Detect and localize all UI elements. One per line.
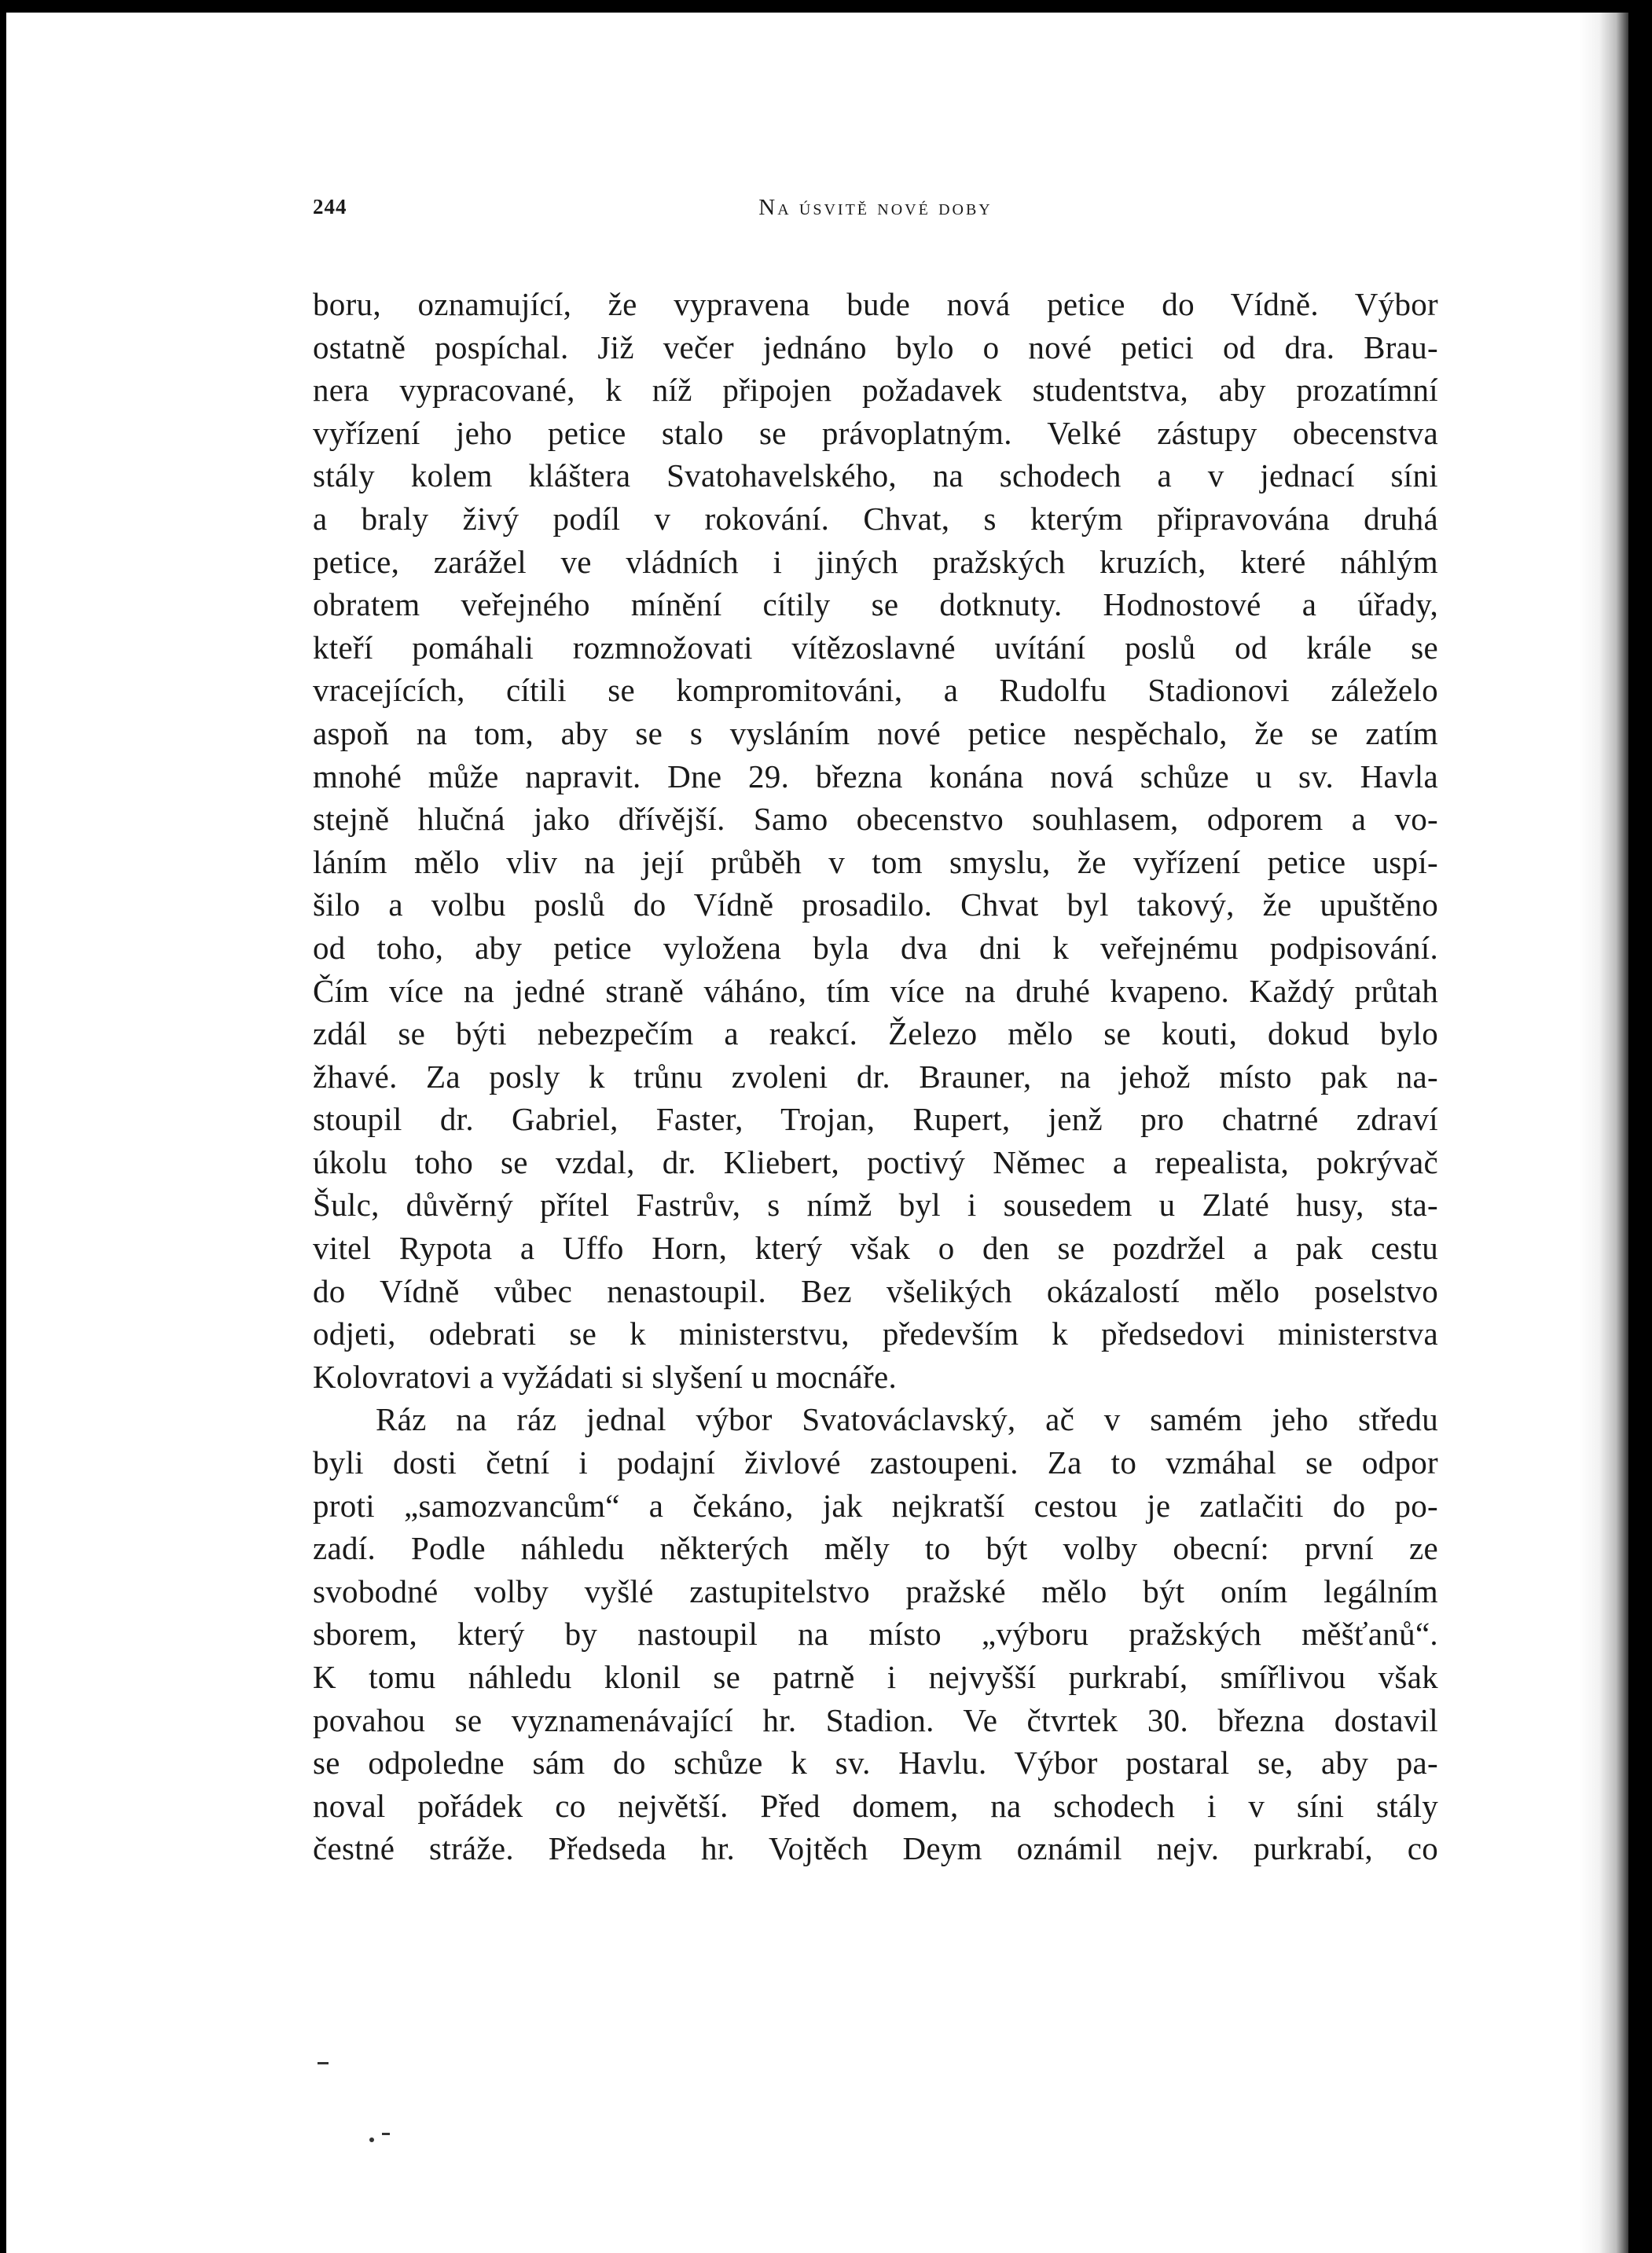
- text-line: od toho, aby petice vyložena byla dva dni k veřejnému podpisování.: [313, 929, 1438, 966]
- text-line: a braly živý podíl v rokování. Chvat, s kterým připravována druhá: [313, 500, 1438, 537]
- page-number: 244: [313, 195, 347, 218]
- text-line: žhavé. Za posly k trůnu zvoleni dr. Brauner, na jehož místo pak na-: [313, 1058, 1438, 1095]
- text-line: úkolu toho se vzdal, dr. Kliebert, poctivý Němec a repealista, pokrývač: [313, 1143, 1438, 1180]
- scan-speck: [369, 2137, 374, 2142]
- text-line: šilo a volbu poslů do Vídně prosadilo. Chvat byl takový, že upuštěno: [313, 886, 1438, 923]
- text-line: petice, zarážel ve vládních i jiných pražských kruzích, které náhlým: [313, 543, 1438, 580]
- scan-speck: [382, 2133, 390, 2135]
- text-line: K tomu náhledu klonil se patrně i nejvyšší purkrabí, smířlivou však: [313, 1659, 1438, 1695]
- text-line: zdál se býti nebezpečím a reakcí. Železo mělo se kouti, dokud bylo: [313, 1015, 1438, 1052]
- text-line: Čím více na jedné straně váháno, tím více na druhé kvapeno. Každý průtah: [313, 972, 1438, 1009]
- text-line: odjeti, odebrati se k ministerstvu, především k předsedovi ministerstva: [313, 1315, 1438, 1352]
- text-line: aspoň na tom, aby se s vysláním nové petice nespěchalo, že se zatím: [313, 714, 1438, 751]
- text-line: Ráz na ráz jednal výbor Svatováclavský, ač v samém jeho středu: [376, 1401, 1438, 1438]
- paragraph: [313, 283, 1438, 1398]
- body-text: [313, 283, 1438, 1870]
- paragraph: [313, 1398, 1438, 1870]
- text-line: ostatně pospíchal. Již večer jednáno bylo o nové petici od dra. Brau-: [313, 328, 1438, 365]
- text-line: do Vídně vůbec nenastoupil. Bez všelikých okázalostí mělo poselstvo: [313, 1272, 1438, 1309]
- text-line: stály kolem kláštera Svatohavelského, na schodech a v jednací síni: [313, 457, 1438, 494]
- text-line: svobodné volby vyšlé zastupitelstvo pražské mělo být oním legálním: [313, 1572, 1438, 1609]
- text-line: povahou se vyznamenávající hr. Stadion. Ve čtvrtek 30. března dostavil: [313, 1701, 1438, 1738]
- text-line: sborem, který by nastoupil na místo „výboru pražských měšťanů“.: [313, 1616, 1438, 1653]
- text-line: vyřízení jeho petice stalo se právoplatným. Velké zástupy obecenstva: [313, 414, 1438, 451]
- scan-speck: [318, 2062, 329, 2064]
- text-line: Šulc, důvěrný přítel Fastrův, s nímž byl i sousedem u Zlaté husy, sta-: [313, 1187, 1438, 1224]
- text-line: zadí. Podle náhledu některých měly to být volby obecní: první ze: [313, 1530, 1438, 1567]
- text-line: stejně hlučná jako dřívější. Samo obecenstvo souhlasem, odporem a vo-: [313, 801, 1438, 838]
- text-line: proti „samozvancům“ a čekáno, jak nejkratší cestou je zatlačiti do po-: [313, 1487, 1438, 1524]
- text-line: vracejících, cítili se kompromitováni, a Rudolfu Stadionovi záleželo: [313, 672, 1438, 709]
- text-line: kteří pomáhali rozmnožovati vítězoslavné uvítání poslů od krále se: [313, 629, 1438, 666]
- text-line: noval pořádek co největší. Před domem, na schodech i v síni stály: [313, 1787, 1438, 1824]
- running-title: na úsvitě nové doby: [758, 195, 993, 220]
- text-line: obratem veřejného mínění cítily se dotknuty. Hodnostové a úřady,: [313, 586, 1438, 623]
- text-line: byli dosti četní i podajní živlové zastoupeni. Za to vzmáhal se odpor: [313, 1444, 1438, 1481]
- text-line: Kolovratovi a vyžádati si slyšení u mocnáře.: [313, 1358, 898, 1395]
- text-line: nera vypracované, k níž připojen požadavek studentstva, aby prozatímní: [313, 372, 1438, 409]
- text-line: boru, oznamující, že vypravena bude nová petice do Vídně. Výbor: [313, 286, 1438, 322]
- text-line: vitel Rypota a Uffo Horn, který však o den se pozdržel a pak cestu: [313, 1230, 1438, 1267]
- text-line: láním mělo vliv na její průběh v tom smyslu, že vyřízení petice uspí-: [313, 843, 1438, 880]
- text-line: čestné stráže. Předseda hr. Vojtěch Deym oznámil nejv. purkrabí, co: [313, 1830, 1438, 1867]
- text-line: mnohé může napravit. Dne 29. března konána nová schůze u sv. Havla: [313, 758, 1438, 794]
- text-line: se odpoledne sám do schůze k sv. Havlu. Výbor postaral se, aby pa-: [313, 1745, 1438, 1781]
- running-head: [313, 195, 1438, 231]
- text-line: stoupil dr. Gabriel, Faster, Trojan, Rupert, jenž pro chatrné zdraví: [313, 1101, 1438, 1138]
